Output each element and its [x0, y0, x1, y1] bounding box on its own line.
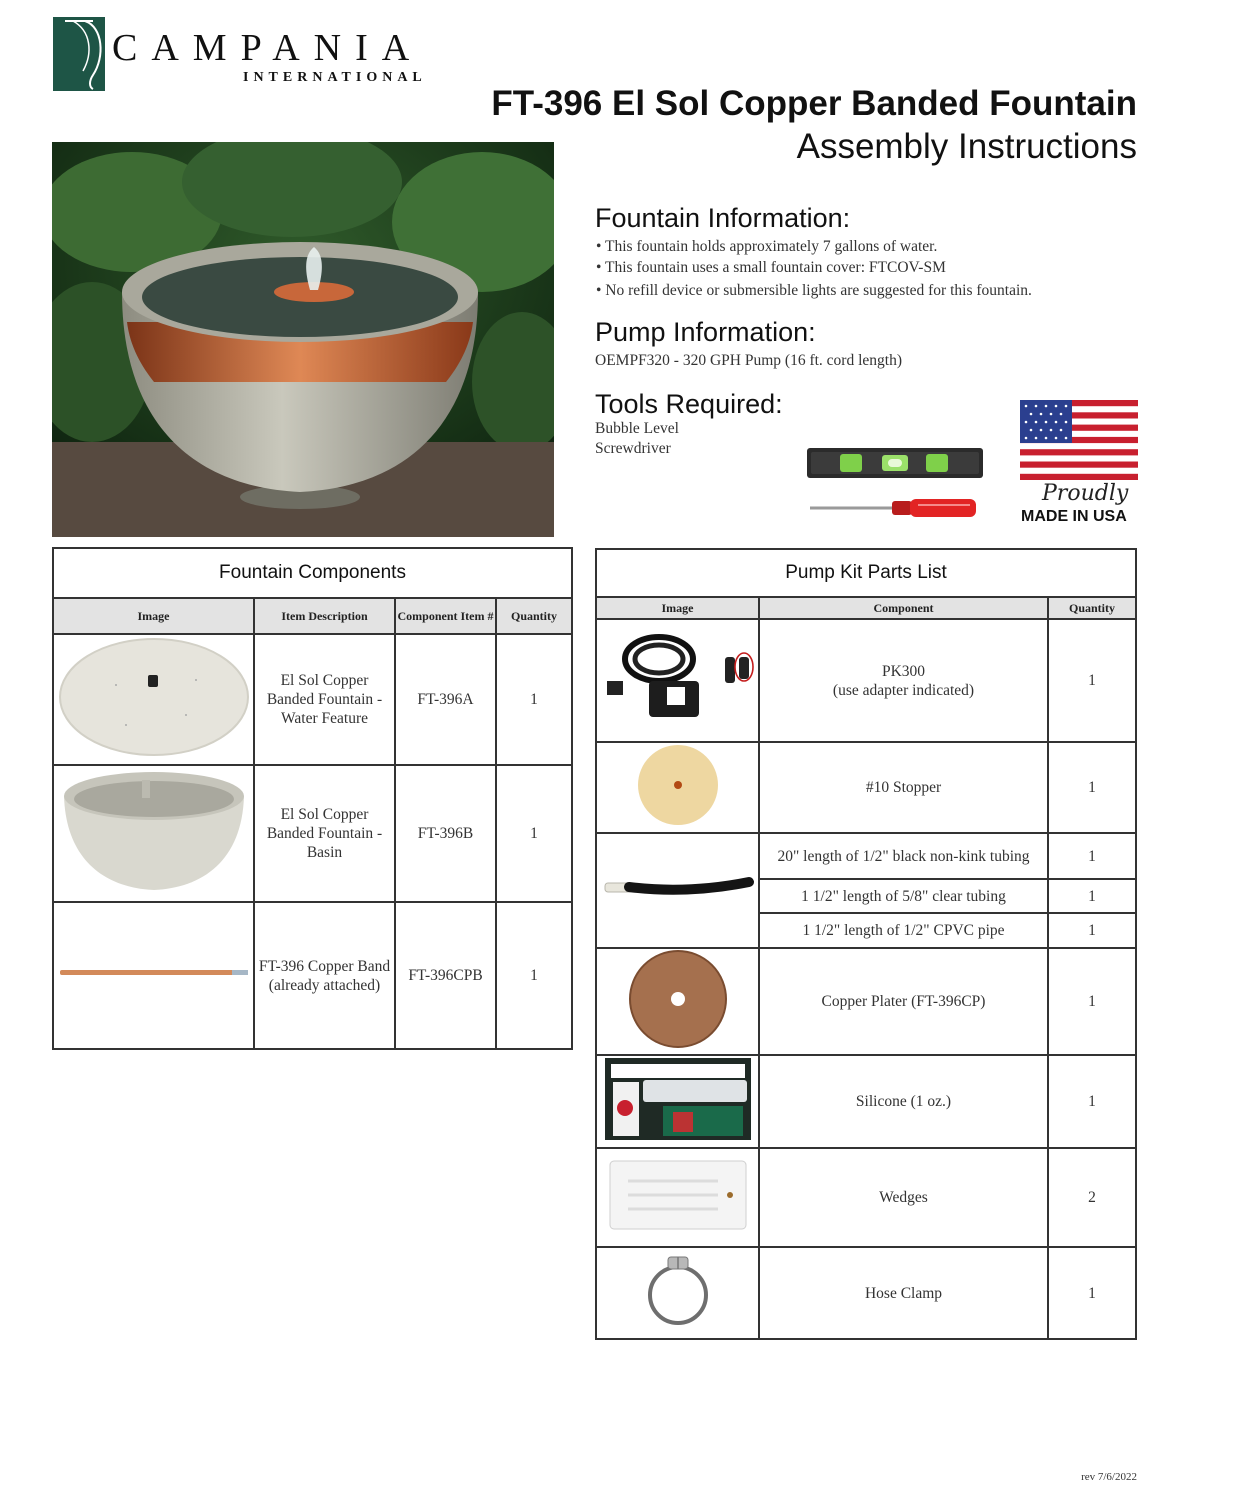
part-quantity: 1	[1048, 1055, 1136, 1148]
tool-item: Bubble Level	[595, 420, 679, 437]
part-quantity: 1	[1048, 879, 1136, 913]
water-feature-icon	[56, 635, 252, 759]
item-quantity: 1	[496, 634, 572, 765]
part-component: 20" length of 1/2" black non-kink tubing	[759, 833, 1048, 879]
item-number: FT-396CPB	[395, 902, 496, 1049]
list-item: • This fountain holds approximately 7 gallons of water.	[596, 238, 938, 255]
stopper-icon	[628, 743, 728, 827]
item-number: FT-396A	[395, 634, 496, 765]
pump-icon	[599, 623, 757, 733]
list-item: • No refill device or submersible lights are suggested for this fountain.	[596, 282, 1032, 299]
list-item: • This fountain uses a small fountain cover: FTCOV-SM	[596, 259, 946, 276]
part-component: Wedges	[759, 1148, 1048, 1247]
table-row	[596, 619, 1136, 742]
part-component: 1 1/2" length of 1/2" CPVC pipe	[759, 913, 1048, 948]
brand-name: CAMPANIA	[112, 27, 424, 69]
pump-info-heading: Pump Information:	[595, 317, 816, 347]
fountain-components-table	[52, 547, 573, 1050]
made-in-usa-label: MADE IN USA	[1021, 508, 1127, 525]
table-row	[596, 948, 1136, 1055]
part-image	[596, 742, 759, 833]
usa-flag-icon	[1020, 400, 1138, 485]
part-quantity: 1	[1048, 833, 1136, 879]
fountain-info-heading: Fountain Information:	[595, 203, 851, 233]
table-title: Pump Kit Parts List	[596, 549, 1136, 597]
pump-kit-table	[595, 548, 1137, 1340]
part-component: #10 Stopper	[759, 742, 1048, 833]
copper-band-icon	[56, 963, 252, 983]
revision-date: rev 7/6/2022	[1081, 1471, 1137, 1483]
hose-clamp-icon	[638, 1253, 718, 1329]
item-quantity: 1	[496, 765, 572, 902]
fountain-info-list	[596, 238, 1032, 303]
part-image	[596, 833, 759, 948]
table-row	[596, 1055, 1136, 1148]
table-row	[53, 765, 572, 902]
part-quantity: 1	[1048, 948, 1136, 1055]
part-image	[596, 948, 759, 1055]
part-component: 1 1/2" length of 5/8" clear tubing	[759, 879, 1048, 913]
column-header: Component	[759, 597, 1048, 619]
part-image	[596, 1055, 759, 1148]
table-row	[53, 634, 572, 765]
component-image	[53, 634, 254, 765]
table-row	[596, 833, 1136, 879]
copper-plate-icon	[628, 949, 728, 1049]
part-image	[596, 619, 759, 742]
part-image	[596, 1148, 759, 1247]
tubing-icon	[599, 868, 757, 908]
fountain-photo	[52, 142, 554, 537]
jar-icon	[53, 17, 105, 91]
part-quantity: 1	[1048, 913, 1136, 948]
part-name: PK300	[881, 662, 926, 680]
column-header: Image	[53, 598, 254, 634]
tool-item: Screwdriver	[595, 440, 671, 457]
item-quantity: 1	[496, 902, 572, 1049]
component-image	[53, 902, 254, 1049]
part-image	[596, 1247, 759, 1339]
component-image	[53, 765, 254, 902]
item-description: FT-396 Copper Band (already attached)	[254, 902, 395, 1049]
item-description: El Sol Copper Banded Fountain - Water Feature	[254, 634, 395, 765]
column-header: Image	[596, 597, 759, 619]
screwdriver-icon	[808, 496, 980, 525]
part-quantity: 1	[1048, 619, 1136, 742]
pump-info-text: OEMPF320 - 320 GPH Pump (16 ft. cord length)	[595, 352, 902, 369]
table-title: Fountain Components	[53, 548, 572, 598]
column-header: Item Description	[254, 598, 395, 634]
proudly-script: Proudly	[1042, 481, 1129, 506]
table-row	[53, 902, 572, 1049]
wedges-icon	[608, 1157, 748, 1233]
brand-logo-mark	[53, 17, 105, 91]
basin-icon	[56, 766, 252, 896]
silicone-tube-icon	[603, 1056, 753, 1142]
table-row	[596, 742, 1136, 833]
bubble-level-icon	[806, 446, 984, 485]
page-title: FT-396 El Sol Copper Banded Fountain	[491, 84, 1137, 123]
part-note: (use adapter indicated)	[832, 681, 975, 699]
tools-heading: Tools Required:	[595, 389, 783, 419]
column-header: Quantity	[496, 598, 572, 634]
column-header: Quantity	[1048, 597, 1136, 619]
table-row	[596, 1247, 1136, 1339]
part-quantity: 1	[1048, 742, 1136, 833]
part-component: Copper Plater (FT-396CP)	[759, 948, 1048, 1055]
column-header: Component Item #	[395, 598, 496, 634]
part-quantity: 2	[1048, 1148, 1136, 1247]
item-description: El Sol Copper Banded Fountain - Basin	[254, 765, 395, 902]
part-component: Hose Clamp	[759, 1247, 1048, 1339]
part-quantity: 1	[1048, 1247, 1136, 1339]
brand-subname: INTERNATIONAL	[243, 70, 427, 85]
part-component	[759, 619, 1048, 742]
page-subtitle: Assembly Instructions	[796, 127, 1137, 166]
item-number: FT-396B	[395, 765, 496, 902]
table-row	[596, 1148, 1136, 1247]
part-component: Silicone (1 oz.)	[759, 1055, 1048, 1148]
